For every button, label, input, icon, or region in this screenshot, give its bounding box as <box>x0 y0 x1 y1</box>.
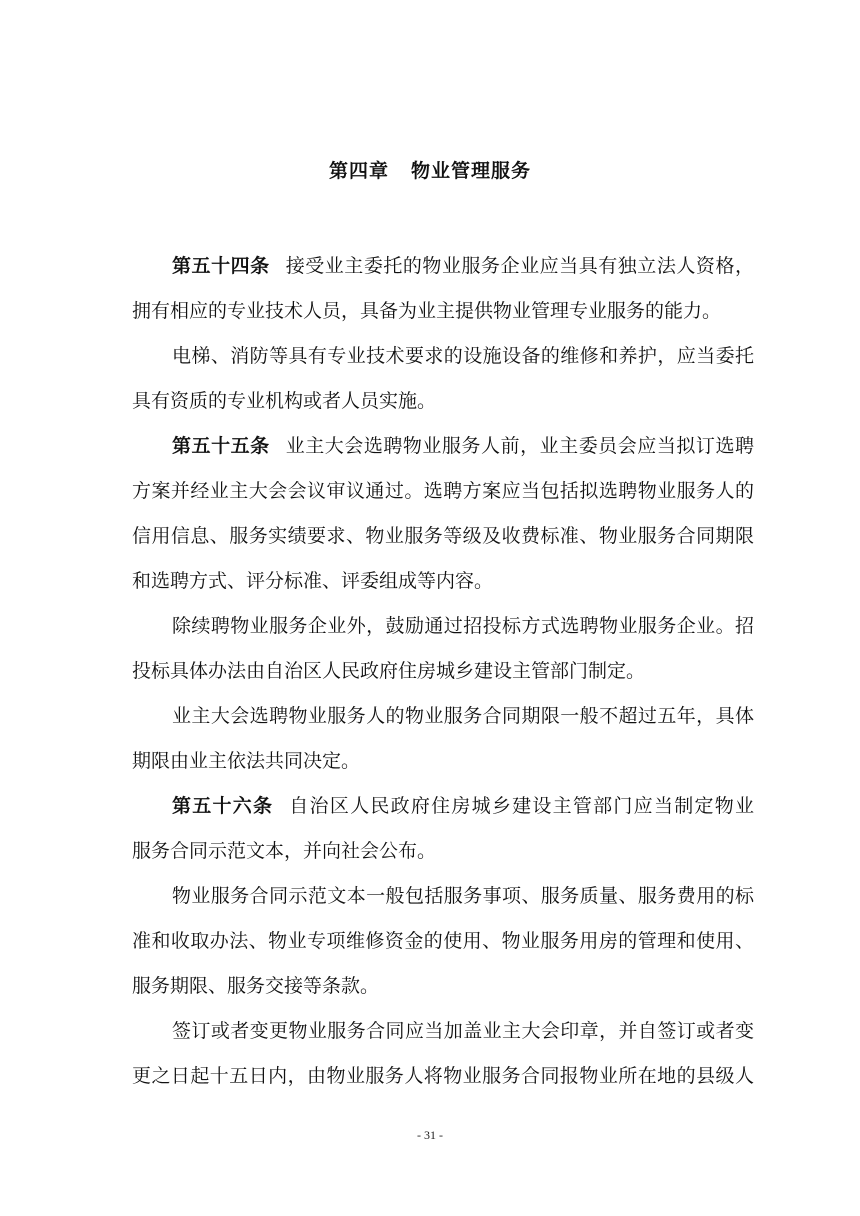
article-55-paragraph-3 <box>132 694 754 784</box>
article-54-paragraph-1 <box>132 244 754 334</box>
article-54-label: 第五十四条 <box>172 255 270 277</box>
text-line: 拥有相应的专业技术人员，具备为业主提供物业管理专业服务的能力。 <box>132 300 722 322</box>
text-line: 服务期限、服务交接等条款。 <box>132 975 380 997</box>
chapter-title <box>0 156 860 186</box>
chapter-name: 物业管理服务 <box>411 160 532 182</box>
text-line: 和选聘方式、评分标准、评委组成等内容。 <box>132 570 494 592</box>
text-line: 除续聘物业服务企业外，鼓励通过招投标方式选聘物业服务企业。招 <box>172 615 754 637</box>
text-line: 更之日起十五日内，由物业服务人将物业服务合同报物业所在地的县级人 <box>132 1065 754 1087</box>
article-56-label: 第五十六条 <box>172 795 274 817</box>
text-line: 业主大会选聘物业服务人的物业服务合同期限一般不超过五年，具体 <box>172 705 754 727</box>
article-56-paragraph-1 <box>132 784 754 874</box>
document-body <box>132 244 754 1099</box>
article-56-paragraph-3 <box>132 1009 754 1099</box>
article-55-paragraph-1 <box>132 424 754 604</box>
article-55-label: 第五十五条 <box>172 435 270 457</box>
text-line: 服务合同示范文本，并向社会公布。 <box>132 840 437 862</box>
text-line: 方案并经业主大会会议审议通过。选聘方案应当包括拟选聘物业服务人的 <box>132 480 754 502</box>
text-line: 物业服务合同示范文本一般包括服务事项、服务质量、服务费用的标 <box>172 885 754 907</box>
text-line: 具有资质的专业机构或者人员实施。 <box>132 390 437 412</box>
page-number: - 31 - <box>417 1128 443 1142</box>
text-line: 信用信息、服务实绩要求、物业服务等级及收费标准、物业服务合同期限 <box>132 525 754 547</box>
text-line: 电梯、消防等具有专业技术要求的设施设备的维修和养护，应当委托 <box>172 345 754 367</box>
text-line: 业主大会选聘物业服务人前，业主委员会应当拟订选聘 <box>285 435 754 457</box>
text-line: 签订或者变更物业服务合同应当加盖业主大会印章，并自签订或者变 <box>172 1020 754 1042</box>
text-line: 投标具体办法由自治区人民政府住房城乡建设主管部门制定。 <box>132 660 646 682</box>
text-line: 准和收取办法、物业专项维修资金的使用、物业服务用房的管理和使用、 <box>132 930 754 952</box>
article-55-paragraph-2 <box>132 604 754 694</box>
article-56-paragraph-2 <box>132 874 754 1009</box>
text-line: 自治区人民政府住房城乡建设主管部门应当制定物业 <box>289 795 754 817</box>
article-54-paragraph-2 <box>132 334 754 424</box>
text-line: 接受业主委托的物业服务企业应当具有独立法人资格， <box>285 255 754 277</box>
text-line: 期限由业主依法共同决定。 <box>132 750 361 772</box>
chapter-label: 第四章 <box>328 160 389 182</box>
